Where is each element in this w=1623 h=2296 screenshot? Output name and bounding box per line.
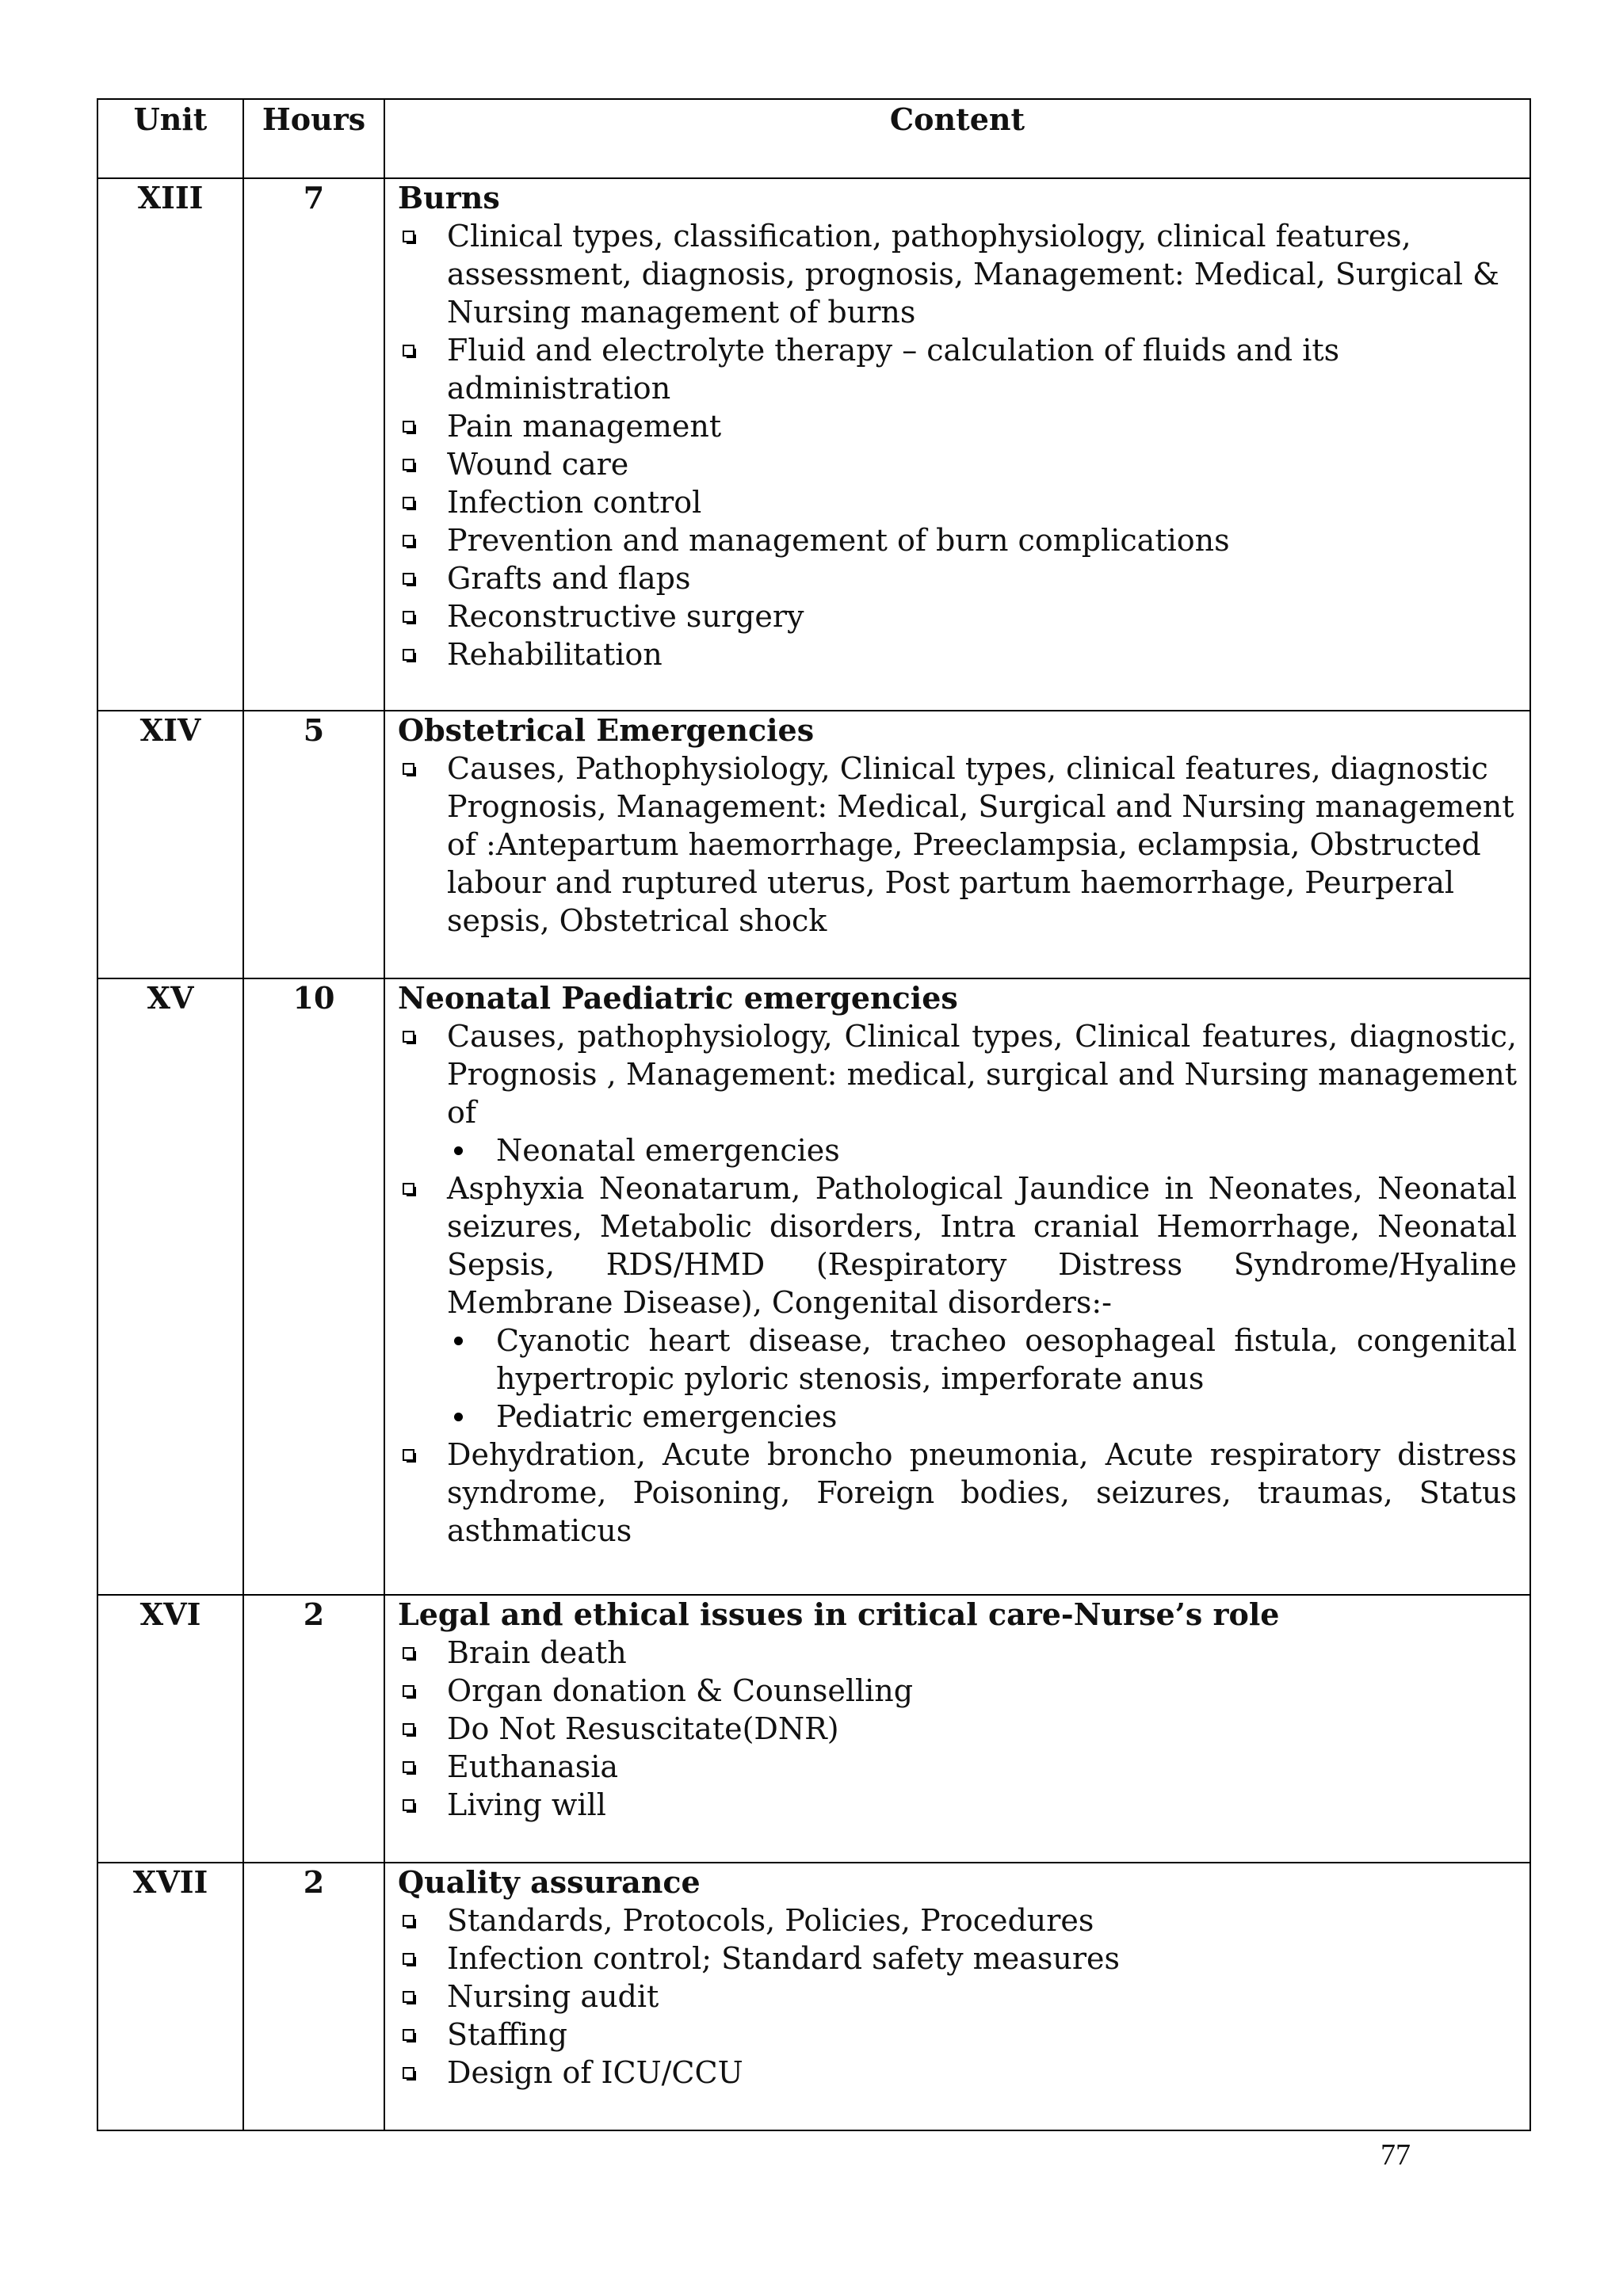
unit-cell: XVII: [97, 1863, 243, 2130]
syllabus-table: [97, 98, 1531, 2131]
content-cell: [384, 711, 1530, 978]
unit-heading: Quality assurance: [398, 1864, 701, 1900]
square-bullet-icon: [403, 535, 414, 547]
content-cell: [384, 1595, 1530, 1863]
hours-cell: 10: [243, 978, 384, 1595]
square-bullet-icon: [403, 459, 414, 471]
table-row: [97, 711, 1530, 978]
header-hours: Hours: [243, 99, 384, 178]
square-bullet-icon: [403, 1991, 414, 2003]
sub-list-item: Cyanotic heart disease, tracheo oesophageal fistula, congenital hypertropic pyloric stenosis, imperforate anus: [398, 1322, 1517, 1398]
square-bullet-icon: [403, 2029, 414, 2041]
list-item: Fluid and electrolyte therapy – calculation of fluids and its administration: [398, 331, 1517, 407]
unit-heading: Legal and ethical issues in critical care-Nurse’s role: [398, 1596, 1280, 1632]
square-bullet-icon: [403, 231, 414, 242]
sub-list-item: Pediatric emergencies: [398, 1398, 1517, 1436]
unit-heading: Obstetrical Emergencies: [398, 712, 815, 748]
list-item: Design of ICU/CCU: [398, 2054, 1517, 2092]
item-list: [398, 1901, 1517, 2092]
round-bullet-icon: [454, 1413, 463, 1421]
square-bullet-icon: [403, 1761, 414, 1773]
square-bullet-icon: [403, 497, 414, 509]
square-bullet-icon: [403, 649, 414, 661]
list-item: Infection control; Standard safety measures: [398, 1939, 1517, 1978]
square-bullet-icon: [403, 1953, 414, 1965]
list-item: Pain management: [398, 407, 1517, 445]
list-item: Causes, Pathophysiology, Clinical types, clinical features, diagnostic Prognosis, Management: Medical, Surgical and Nursing management of :Antepartum haemorrhage, Preeclampsia, eclampsia, Obstructed labour and ruptured uterus, Post partum haemorrhage, Peurperal sepsis, Obstetrical shock: [398, 749, 1517, 940]
sub-list: [398, 1322, 1517, 1436]
list-item: Euthanasia: [398, 1748, 1517, 1786]
square-bullet-icon: [403, 421, 414, 433]
header-content: Content: [384, 99, 1530, 178]
sub-list-item: Neonatal emergencies: [398, 1131, 1517, 1169]
round-bullet-icon: [454, 1146, 463, 1155]
item-list: [398, 217, 1517, 673]
content-cell: [384, 178, 1530, 711]
item-list: [398, 1169, 1517, 1322]
item-list: [398, 749, 1517, 940]
unit-heading: Burns: [398, 180, 500, 215]
square-bullet-icon: [403, 345, 414, 357]
list-item: Nursing audit: [398, 1978, 1517, 2016]
list-item: Staffing: [398, 2016, 1517, 2054]
round-bullet-icon: [454, 1337, 463, 1345]
item-list: [398, 1017, 1517, 1131]
square-bullet-icon: [403, 1723, 414, 1735]
square-bullet-icon: [403, 611, 414, 623]
page-number: 77: [1381, 2138, 1411, 2172]
unit-cell: XIV: [97, 711, 243, 978]
list-item: Living will: [398, 1786, 1517, 1824]
unit-cell: XIII: [97, 178, 243, 711]
sub-list: [398, 1131, 1517, 1169]
list-item: Clinical types, classification, pathophysiology, clinical features, assessment, diagnosis, prognosis, Management: Medical, Surgical & Nursing management of burns: [398, 217, 1517, 331]
square-bullet-icon: [403, 2067, 414, 2079]
list-item: Do Not Resuscitate(DNR): [398, 1710, 1517, 1748]
list-item: Standards, Protocols, Policies, Procedures: [398, 1901, 1517, 1939]
list-item: Grafts and flaps: [398, 559, 1517, 597]
hours-cell: 2: [243, 1595, 384, 1863]
list-item: Wound care: [398, 445, 1517, 483]
list-item: Asphyxia Neonatarum, Pathological Jaundice in Neonates, Neonatal seizures, Metabolic disorders, Intra cranial Hemorrhage, Neonatal Sepsis, RDS/HMD (Respiratory Distress Syndrome/Hyaline Membrane Disease), Congenital disorders:-: [398, 1169, 1517, 1322]
list-item: Reconstructive surgery: [398, 597, 1517, 635]
hours-cell: 2: [243, 1863, 384, 2130]
list-item: Causes, pathophysiology, Clinical types, Clinical features, diagnostic, Prognosis , Management: medical, surgical and Nursing management of: [398, 1017, 1517, 1131]
square-bullet-icon: [403, 1647, 414, 1659]
square-bullet-icon: [403, 1183, 414, 1195]
item-list: [398, 1634, 1517, 1824]
square-bullet-icon: [403, 1915, 414, 1927]
list-item: Dehydration, Acute broncho pneumonia, Acute respiratory distress syndrome, Poisoning, Foreign bodies, seizures, traumas, Status asthmaticus: [398, 1436, 1517, 1550]
square-bullet-icon: [403, 763, 414, 775]
list-item: Brain death: [398, 1634, 1517, 1672]
header-row: [97, 99, 1530, 178]
list-item: Rehabilitation: [398, 635, 1517, 673]
unit-cell: XVI: [97, 1595, 243, 1863]
square-bullet-icon: [403, 1685, 414, 1697]
unit-cell: XV: [97, 978, 243, 1595]
content-cell: [384, 1863, 1530, 2130]
unit-heading: Neonatal Paediatric emergencies: [398, 980, 958, 1016]
square-bullet-icon: [403, 573, 414, 585]
list-item: Prevention and management of burn complications: [398, 521, 1517, 559]
list-item: Organ donation & Counselling: [398, 1672, 1517, 1710]
square-bullet-icon: [403, 1449, 414, 1461]
content-cell: [384, 978, 1530, 1595]
header-unit: Unit: [97, 99, 243, 178]
table-row: [97, 1863, 1530, 2130]
item-list: [398, 1436, 1517, 1550]
table-row: [97, 978, 1530, 1595]
table-row: [97, 178, 1530, 711]
square-bullet-icon: [403, 1799, 414, 1811]
table-row: [97, 1595, 1530, 1863]
hours-cell: 5: [243, 711, 384, 978]
list-item: Infection control: [398, 483, 1517, 521]
hours-cell: 7: [243, 178, 384, 711]
square-bullet-icon: [403, 1031, 414, 1043]
